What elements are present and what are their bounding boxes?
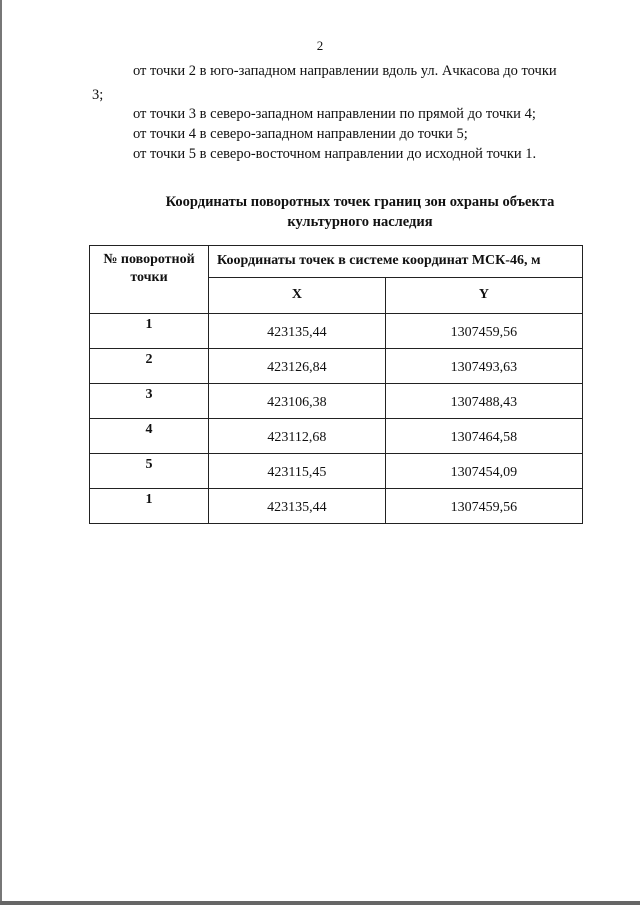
table-row	[90, 314, 583, 349]
table-row	[90, 419, 583, 454]
point-number-cell: 1	[90, 489, 209, 524]
point-number-cell: 1	[90, 314, 209, 349]
header-point-number-line2: точки	[130, 270, 168, 285]
paragraph-line: от точки 3 в северо-западном направлении по прямой до точки 4;	[133, 106, 536, 122]
table-row	[90, 454, 583, 489]
header-point-number	[90, 246, 209, 314]
paragraph-line: от точки 2 в юго-западном направлении вдоль ул. Ачкасова до точки	[133, 63, 557, 79]
x-cell: 423106,38	[209, 384, 386, 419]
table-row	[90, 384, 583, 419]
page-number: 2	[316, 38, 324, 53]
paragraph-line: от точки 4 в северо-западном направлении до точки 5;	[133, 126, 468, 142]
y-cell: 1307493,63	[385, 349, 582, 384]
x-cell: 423135,44	[209, 489, 386, 524]
paragraph-line: от точки 5 в северо-восточном направлении до исходной точки 1.	[133, 146, 537, 162]
paragraph-line: 3;	[92, 87, 104, 103]
table-title-line: Координаты поворотных точек границ зон охраны объекта	[165, 194, 555, 210]
y-cell: 1307459,56	[385, 489, 582, 524]
y-cell: 1307454,09	[385, 454, 582, 489]
page-bottom-edge	[0, 901, 640, 905]
coordinates-table	[89, 245, 583, 524]
y-cell: 1307464,58	[385, 419, 582, 454]
table-row	[90, 489, 583, 524]
header-coordinates: Координаты точек в системе координат МСК-46, м	[209, 246, 583, 278]
point-number-cell: 5	[90, 454, 209, 489]
point-number-cell: 4	[90, 419, 209, 454]
header-x: X	[209, 277, 386, 313]
table-title-line: культурного наследия	[287, 214, 433, 230]
table-row	[90, 349, 583, 384]
x-cell: 423115,45	[209, 454, 386, 489]
x-cell: 423126,84	[209, 349, 386, 384]
x-cell: 423112,68	[209, 419, 386, 454]
page-left-edge	[0, 0, 2, 905]
y-cell: 1307459,56	[385, 314, 582, 349]
x-cell: 423135,44	[209, 314, 386, 349]
y-cell: 1307488,43	[385, 384, 582, 419]
point-number-cell: 3	[90, 384, 209, 419]
header-point-number-line1: № поворотной	[103, 252, 195, 267]
header-y: Y	[385, 277, 582, 313]
point-number-cell: 2	[90, 349, 209, 384]
